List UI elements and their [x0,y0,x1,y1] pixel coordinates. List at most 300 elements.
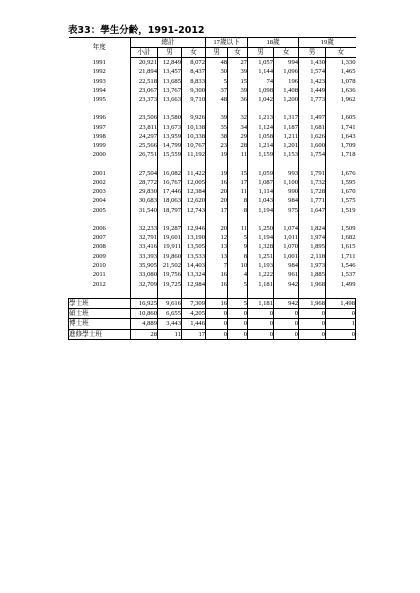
table-cell: 38 [206,132,228,141]
table-cell: 1,643 [326,132,356,141]
spacer-cell [158,160,182,169]
table-cell: 1,595 [326,178,356,187]
table-cell: 16 [206,270,228,279]
table-cell: 8 [228,206,248,215]
table-cell: 30 [206,67,228,76]
row-label: 2001 [92,169,106,177]
table-cell: 1,222 [248,270,274,279]
table-cell: 1,124 [248,123,274,132]
table-cell: 1,791 [299,169,326,178]
table-cell: 1,574 [299,67,326,76]
subheader-male: 男 [299,48,326,58]
table-cell: 29,830 [131,187,158,196]
table-row [69,77,356,86]
spacer-cell [274,104,299,113]
table-cell: 30,683 [131,196,158,205]
row-label: 2003 [92,188,106,196]
table-cell: 27,504 [131,169,158,178]
table-row [69,132,356,141]
spacer-cell [248,104,274,113]
spacer-row [69,215,356,224]
table-cell: 1,194 [248,206,274,215]
spacer-cell [131,104,158,113]
year-header: 年度 [69,38,131,58]
table-cell: 12,984 [182,280,206,289]
table-cell: 1,087 [248,178,274,187]
table-cell: 15,559 [158,150,182,159]
table-cell: 33,080 [131,270,158,279]
table-cell: 10 [228,261,248,270]
table-cell: 1,001 [274,252,299,261]
table-cell: 1,754 [299,150,326,159]
table-cell: 5 [228,280,248,289]
table-cell: 13,324 [182,270,206,279]
spacer-cell [326,104,356,113]
row-label: 2002 [92,178,106,186]
table-cell: 0 [299,319,326,329]
table-cell: 27 [228,58,248,68]
spacer-cell [248,289,274,298]
table-cell: 1,509 [326,224,356,233]
subheader-female: 女 [326,48,356,58]
spacer-cell [131,289,158,298]
row-label: 1994 [92,86,106,94]
table-cell: 1,732 [299,178,326,187]
subheader-female: 女 [228,48,248,58]
row-label: 2012 [92,280,106,288]
table-cell: 12,384 [182,187,206,196]
table-cell: 1,741 [326,123,356,132]
subheader-female: 女 [182,48,206,58]
table-cell: 11 [228,150,248,159]
spacer-cell [228,215,248,224]
spacer-cell [274,215,299,224]
table-cell: 12,849 [158,58,182,68]
table-title: 表33：學生分齡，1991-2012 [68,25,205,36]
program-row [69,309,356,319]
spacer-row [69,289,356,298]
table-cell: 0 [326,309,356,319]
group-header-18: 18歲 [248,38,299,48]
table-cell: 1,070 [274,242,299,251]
row-label: 1993 [92,77,106,85]
table-cell: 9,710 [182,95,206,104]
table-cell: 1,250 [248,224,274,233]
table-cell: 23,373 [131,95,158,104]
table-cell: 1,615 [326,242,356,251]
table-cell: 1,895 [299,242,326,251]
table-cell: 12,946 [182,224,206,233]
spacer-cell [69,289,131,298]
spacer-cell [158,215,182,224]
table-cell: 32 [228,113,248,122]
table-cell: 1,968 [299,298,326,308]
table-cell: 1,194 [248,233,274,242]
subheader-male: 男 [248,48,274,58]
table-cell: 13,663 [158,95,182,104]
table-cell: 17 [228,178,248,187]
table-cell: 942 [274,280,299,289]
program-row [69,319,356,329]
row-label: 博士班 [69,319,131,329]
row-label: 2007 [92,234,106,242]
table-cell: 21,502 [158,261,182,270]
table-cell: 5 [228,298,248,308]
spacer-cell [326,215,356,224]
table-cell: 1,575 [326,196,356,205]
table-cell: 1,153 [274,150,299,159]
table-row [69,67,356,76]
table-cell: 13 [206,242,228,251]
table-cell: 16 [206,280,228,289]
table-cell: 14,799 [158,141,182,150]
table-cell: 1,201 [274,141,299,150]
table-cell: 19,601 [158,233,182,242]
table-cell: 5 [228,233,248,242]
table-cell: 23,067 [131,86,158,95]
table-cell: 12,005 [182,178,206,187]
table-cell: 33,393 [131,252,158,261]
table-cell: 0 [228,309,248,319]
program-row [69,298,356,308]
row-label: 碩士班 [69,309,131,319]
table-cell: 1,681 [299,123,326,132]
row-label: 2005 [92,206,106,214]
table-cell: 1,718 [326,150,356,159]
table-cell: 1,213 [248,113,274,122]
table-cell: 1,042 [248,95,274,104]
spacer-cell [274,289,299,298]
table-cell: 15 [228,169,248,178]
table-cell: 0 [274,309,299,319]
table-cell: 19,287 [158,224,182,233]
table-cell: 0 [248,319,274,329]
table-cell: 1,771 [299,196,326,205]
table-cell: 16 [206,298,228,308]
table-cell: 1,546 [326,261,356,270]
table-cell: 1,100 [274,178,299,187]
table-cell: 16,925 [131,298,158,308]
table-cell: 12,620 [182,196,206,205]
table-cell: 9,926 [182,113,206,122]
row-label: 1997 [92,123,106,131]
group-header-under-17: 17歲以下 [206,38,248,48]
table-cell: 26,751 [131,150,158,159]
spacer-cell [248,215,274,224]
table-cell: 8 [228,196,248,205]
table-cell: 31,540 [131,206,158,215]
table-cell: 1,096 [274,67,299,76]
spacer-cell [206,215,228,224]
table-cell: 1,647 [299,206,326,215]
table-cell: 28 [228,141,248,150]
spacer-cell [182,215,206,224]
row-label: 1995 [92,96,106,104]
table-cell: 8,437 [182,67,206,76]
table-cell: 1,214 [248,141,274,150]
table-cell: 33,416 [131,242,158,251]
table-cell: 1,181 [248,280,274,289]
table-cell: 0 [274,319,299,329]
table-cell: 984 [274,196,299,205]
table-cell: 0 [228,329,248,339]
table-cell: 32,791 [131,233,158,242]
table-cell: 74 [248,77,274,86]
table-cell: 1,159 [248,150,274,159]
table-cell: 3,443 [158,319,182,329]
row-label: 進修學士班 [69,329,131,339]
table-cell: 1,968 [299,280,326,289]
table-cell: 13,580 [158,113,182,122]
table-cell: 1,824 [299,224,326,233]
table-cell: 10,338 [182,132,206,141]
table-cell: 10,767 [182,141,206,150]
table-cell: 37 [206,86,228,95]
table-cell: 1,430 [299,58,326,68]
table-cell: 1,497 [299,113,326,122]
table-cell: 13,685 [158,77,182,86]
table-cell: 24,297 [131,132,158,141]
table-cell: 1,465 [326,67,356,76]
table-cell: 13,190 [182,233,206,242]
table-cell: 11 [158,329,182,339]
table-cell: 4,889 [131,319,158,329]
table-cell: 0 [206,329,228,339]
table-cell: 0 [326,329,356,339]
table-cell: 0 [228,319,248,329]
table-cell: 1,449 [299,86,326,95]
table-cell: 17 [182,329,206,339]
table-cell: 13,505 [182,242,206,251]
table-cell: 1,058 [248,132,274,141]
spacer-cell [182,160,206,169]
table-cell: 1,074 [274,224,299,233]
group-header-total: 總計 [131,38,206,48]
table-cell: 39 [228,86,248,95]
table-cell: 1,682 [326,233,356,242]
table-cell: 10,138 [182,123,206,132]
table-cell: 1,670 [326,187,356,196]
table-cell: 34 [228,123,248,132]
spacer-cell [299,289,326,298]
table-cell: 20 [206,187,228,196]
table-row [69,178,356,187]
spacer-cell [248,160,274,169]
table-cell: 0 [299,329,326,339]
table-cell: 1,519 [326,206,356,215]
spacer-cell [69,215,131,224]
table-cell: 1,728 [299,187,326,196]
table-cell: 12 [206,233,228,242]
row-label: 1996 [92,114,106,122]
table-cell: 1,193 [248,261,274,270]
table-cell: 1,328 [248,242,274,251]
program-row [69,329,356,339]
table-cell: 14,403 [182,261,206,270]
table-cell: 11 [228,224,248,233]
table-cell: 16 [206,178,228,187]
table-cell: 1,043 [248,196,274,205]
table-row [69,113,356,122]
table-cell: 1,408 [274,86,299,95]
table-cell: 1,711 [326,252,356,261]
table-cell: 48 [206,95,228,104]
row-label: 2009 [92,252,106,260]
spacer-row [69,160,356,169]
table-cell: 36 [228,95,248,104]
table-row [69,224,356,233]
table-cell: 17,446 [158,187,182,196]
table-cell: 196 [274,77,299,86]
table-cell: 1,974 [299,233,326,242]
spacer-cell [182,104,206,113]
table-cell: 1,423 [299,77,326,86]
table-cell: 1,317 [274,113,299,122]
table-cell: 32,233 [131,224,158,233]
table-cell: 32,709 [131,280,158,289]
table-cell: 1,011 [274,233,299,242]
spacer-cell [274,160,299,169]
table-cell: 10,860 [131,309,158,319]
spacer-cell [299,160,326,169]
row-label: 1992 [92,68,106,76]
row-label: 1991 [92,58,106,66]
table-row [69,169,356,178]
table-cell: 1,498 [326,298,356,308]
table-cell: 23 [206,141,228,150]
spacer-cell [131,160,158,169]
spacer-cell [326,160,356,169]
table-row [69,141,356,150]
table-row [69,187,356,196]
table-cell: 11 [228,187,248,196]
table-cell: 4 [228,270,248,279]
table-cell: 1,499 [326,280,356,289]
table-cell: 35,905 [131,261,158,270]
table-row [69,233,356,242]
header-row-groups [69,38,356,48]
table-cell: 13,457 [158,67,182,76]
table-cell: 0 [206,319,228,329]
table-cell: 994 [274,58,299,68]
student-age-table [68,37,356,340]
spacer-cell [158,104,182,113]
table-cell: 16,767 [158,178,182,187]
spacer-cell [228,289,248,298]
table-cell: 7,309 [182,298,206,308]
row-label: 2000 [92,151,106,159]
table-cell: 19 [206,169,228,178]
table-cell: 1,078 [326,77,356,86]
subheader-male: 男 [158,48,182,58]
table-cell: 23,811 [131,123,158,132]
row-label: 2006 [92,224,106,232]
table-cell: 35 [206,123,228,132]
table-cell: 13,767 [158,86,182,95]
table-cell: 0 [299,309,326,319]
spacer-cell [299,104,326,113]
table-cell: 6,655 [158,309,182,319]
table-cell: 1,211 [274,132,299,141]
row-label: 2010 [92,261,106,269]
table-cell: 1,187 [274,123,299,132]
table-row [69,206,356,215]
table-cell: 0 [248,329,274,339]
row-label: 1999 [92,142,106,150]
table-cell: 1,446 [182,319,206,329]
table-row [69,270,356,279]
table-cell: 23,506 [131,113,158,122]
table-cell: 19,911 [158,242,182,251]
table-cell: 11,192 [182,150,206,159]
table-cell: 25,566 [131,141,158,150]
table-cell: 22,518 [131,77,158,86]
spacer-cell [228,160,248,169]
table-cell: 942 [274,298,299,308]
table-cell: 18,063 [158,196,182,205]
table-cell: 1,057 [248,58,274,68]
table-cell: 1,098 [248,86,274,95]
table-cell: 48 [206,58,228,68]
table-cell: 1,114 [248,187,274,196]
spacer-cell [299,215,326,224]
group-header-19: 19歲 [299,38,356,48]
table-cell: 1,330 [326,58,356,68]
table-cell: 1,144 [248,67,274,76]
table-cell: 39 [228,67,248,76]
table-cell: 20,921 [131,58,158,68]
table-cell: 9 [228,242,248,251]
table-row [69,196,356,205]
table-cell: 28,772 [131,178,158,187]
table-cell: 12,743 [182,206,206,215]
table-cell: 8,072 [182,58,206,68]
table-cell: 7 [206,261,228,270]
table-row [69,150,356,159]
table-row [69,261,356,270]
table-cell: 20 [206,196,228,205]
table-cell: 1,605 [326,113,356,122]
table-cell: 1,181 [248,298,274,308]
spacer-row [69,104,356,113]
spacer-cell [182,289,206,298]
table-cell: 9,300 [182,86,206,95]
table-cell: 19,756 [158,270,182,279]
table-cell: 0 [206,309,228,319]
table-cell: 11,422 [182,169,206,178]
table-cell: 13,959 [158,132,182,141]
table-cell: 0 [274,329,299,339]
row-label: 2011 [92,271,106,279]
table-cell: 1,709 [326,141,356,150]
spacer-cell [206,104,228,113]
subheader-subtotal: 小計 [131,48,158,58]
table-cell: 17 [206,206,228,215]
table-cell: 961 [274,270,299,279]
table-cell: 990 [274,187,299,196]
table-cell: 20 [206,224,228,233]
table-cell: 8 [228,252,248,261]
table-cell: 4,205 [182,309,206,319]
table-cell: 1,537 [326,270,356,279]
table-cell: 13,533 [182,252,206,261]
spacer-cell [228,104,248,113]
table-row [69,242,356,251]
table-cell: 19 [206,150,228,159]
table-cell: 1,059 [248,169,274,178]
table-cell: 1,676 [326,169,356,178]
row-label: 2004 [92,197,106,205]
